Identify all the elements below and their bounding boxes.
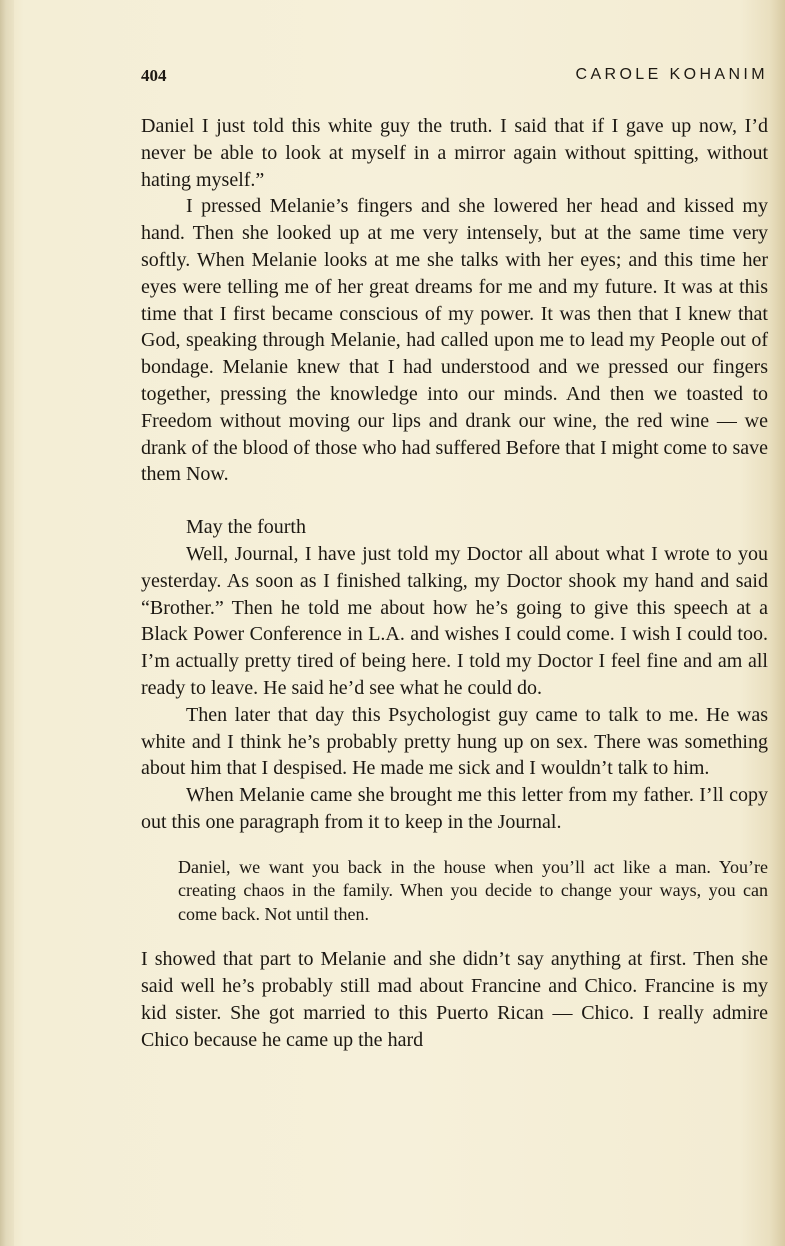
paragraph: I pressed Melanie’s fingers and she lowered her head and kissed my hand. Then she looked up at me very intensely, but at the same time very softly. When Melanie looks at me she talks with her eyes; and this time her eyes were telling me of her great dreams for me and my future. It was at this time that I first became conscious of my power. It was then that I knew that God, speaking through Melanie, had called upon me to lead my People out of bondage. Melanie knew that I had understood and we pressed our fingers together, pressing the knowledge into our minds. And then we toasted to Freedom without moving our lips and drank our wine, the red wine — we drank of the blood of those who had suffered Before that I might come to save them Now. — [141, 195, 768, 486]
running-head — [141, 66, 768, 94]
paragraph: Well, Journal, I have just told my Doctor all about what I wrote to you yesterday. As soon as I finished talking, my Doctor shook my hand and said “Brother.” Then he told me about how he’s going to give this speech at a Black Power Conference in L.A. and wishes I could come. I wish I could too. I’m actually pretty tired of being here. I told my Doctor I feel fine and am all ready to leave. He said he’d see what he could do. — [141, 542, 768, 699]
running-head-author: CAROLE KOHANIM — [575, 66, 768, 83]
page-number: 404 — [141, 66, 167, 85]
paragraph: When Melanie came she brought me this letter from my father. I’ll copy out this one paragraph from it to keep in the Journal. — [141, 784, 768, 833]
paragraph: Then later that day this Psychologist guy came to talk to me. He was white and I think he’s probably pretty hung up on sex. There was something about him that I despised. He made me sick and I wouldn’t talk to him. — [141, 703, 768, 780]
paragraph-continued: Daniel I just told this white guy the truth. I said that if I gave up now, I’d never be able to look at myself in a mirror again without spitting, without hating myself.” — [141, 115, 768, 191]
block-quote: Daniel, we want you back in the house when you’ll act like a man. You’re creating chaos in the family. When you decide to change your ways, you can come back. Not until then. — [178, 856, 768, 924]
page-gutter — [0, 0, 14, 1246]
body-text — [141, 113, 768, 1053]
paragraph: I showed that part to Melanie and she didn’t say anything at first. Then she said well he’s probably still mad about Francine and Chico. Francine is my kid sister. She got married to this Puerto Rican — Chico. I really admire Chico because he came up the hard — [141, 948, 768, 1051]
journal-date: May the fourth — [186, 516, 306, 539]
